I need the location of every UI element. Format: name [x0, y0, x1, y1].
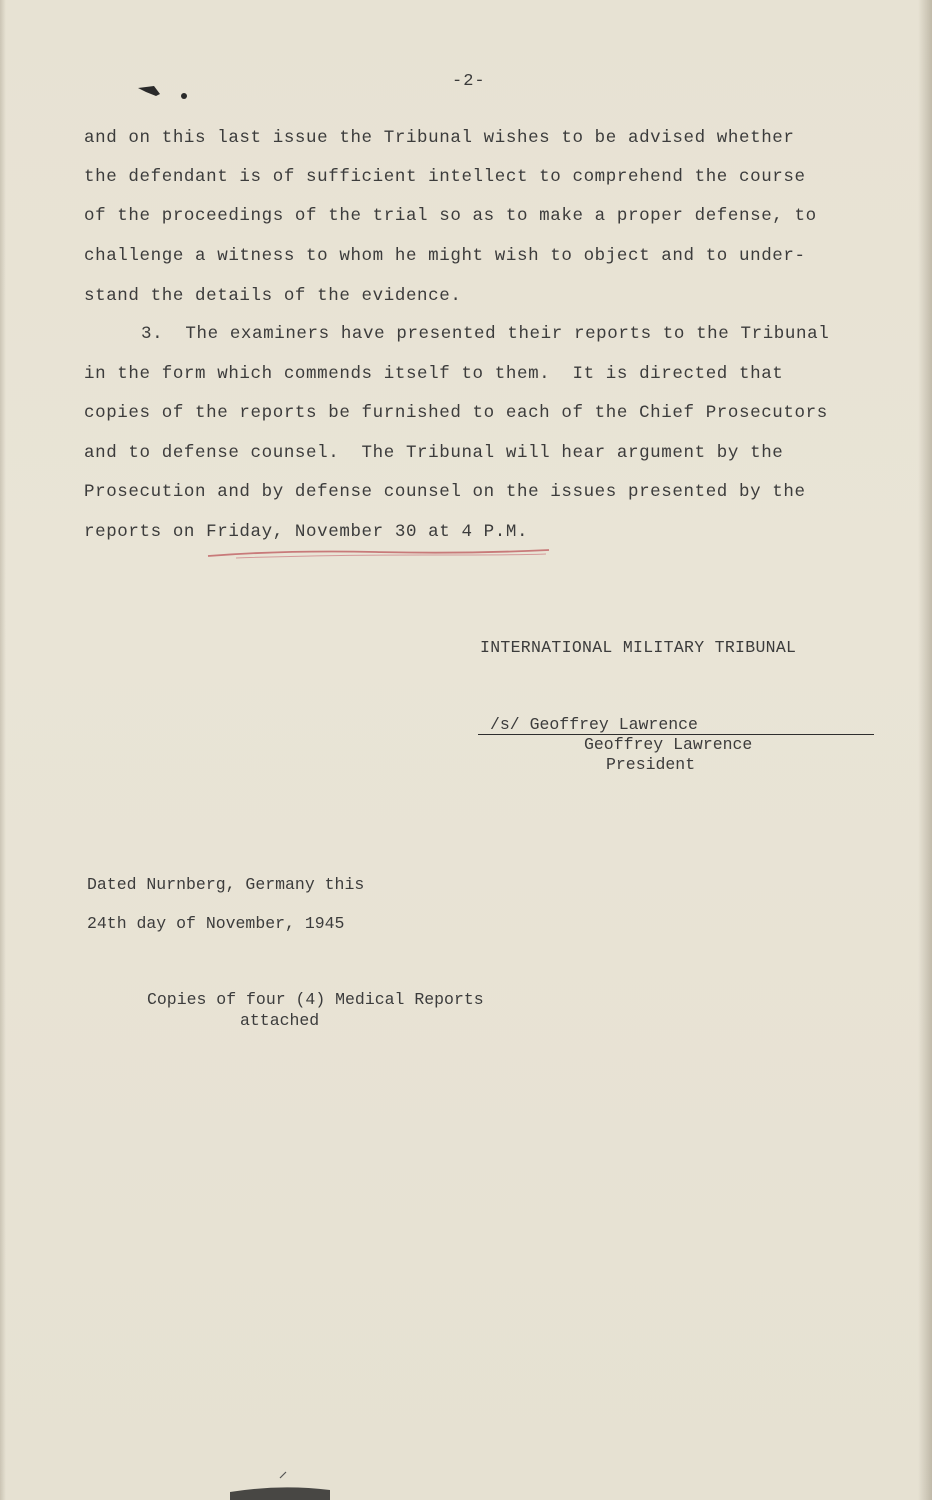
paragraph-line: the defendant is of sufficient intellect to comprehend the course: [84, 167, 806, 187]
section-3-line: and to defense counsel. The Tribunal will hear argument by the: [84, 443, 784, 463]
paragraph-line: stand the details of the evidence.: [84, 286, 462, 306]
tribunal-name: INTERNATIONAL MILITARY TRIBUNAL: [480, 638, 797, 657]
bottom-smudge-icon: [220, 1470, 340, 1500]
signature-signed: /s/ Geoffrey Lawrence: [490, 715, 698, 734]
section-3-line: 3. The examiners have presented their reports to the Tribunal: [141, 324, 830, 344]
section-3-line: reports on Friday, November 30 at 4 P.M.: [84, 522, 529, 542]
section-3-line: Prosecution and by defense counsel on the issues presented by the: [84, 482, 806, 502]
attachment-line: attached: [240, 1011, 320, 1030]
page-number: -2-: [452, 72, 486, 91]
dated-line: Dated Nurnberg, Germany this: [87, 875, 365, 894]
red-pencil-underline: [206, 546, 551, 560]
paragraph-line: challenge a witness to whom he might wish to object and to under-: [84, 246, 806, 266]
ink-mark-icon: [136, 80, 196, 102]
signature-name: Geoffrey Lawrence: [584, 735, 753, 754]
paragraph-line: and on this last issue the Tribunal wishes to be advised whether: [84, 128, 795, 148]
attachment-line: Copies of four (4) Medical Reports: [147, 990, 484, 1009]
signature-title: President: [606, 755, 696, 774]
section-3-line: in the form which commends itself to them. It is directed that: [84, 364, 784, 384]
page-edge-right: [918, 0, 932, 1500]
page-edge-left: [0, 0, 6, 1500]
paragraph-line: of the proceedings of the trial so as to make a proper defense, to: [84, 206, 817, 226]
dated-line: 24th day of November, 1945: [87, 914, 345, 933]
section-3-line: copies of the reports be furnished to each of the Chief Prosecutors: [84, 403, 828, 423]
